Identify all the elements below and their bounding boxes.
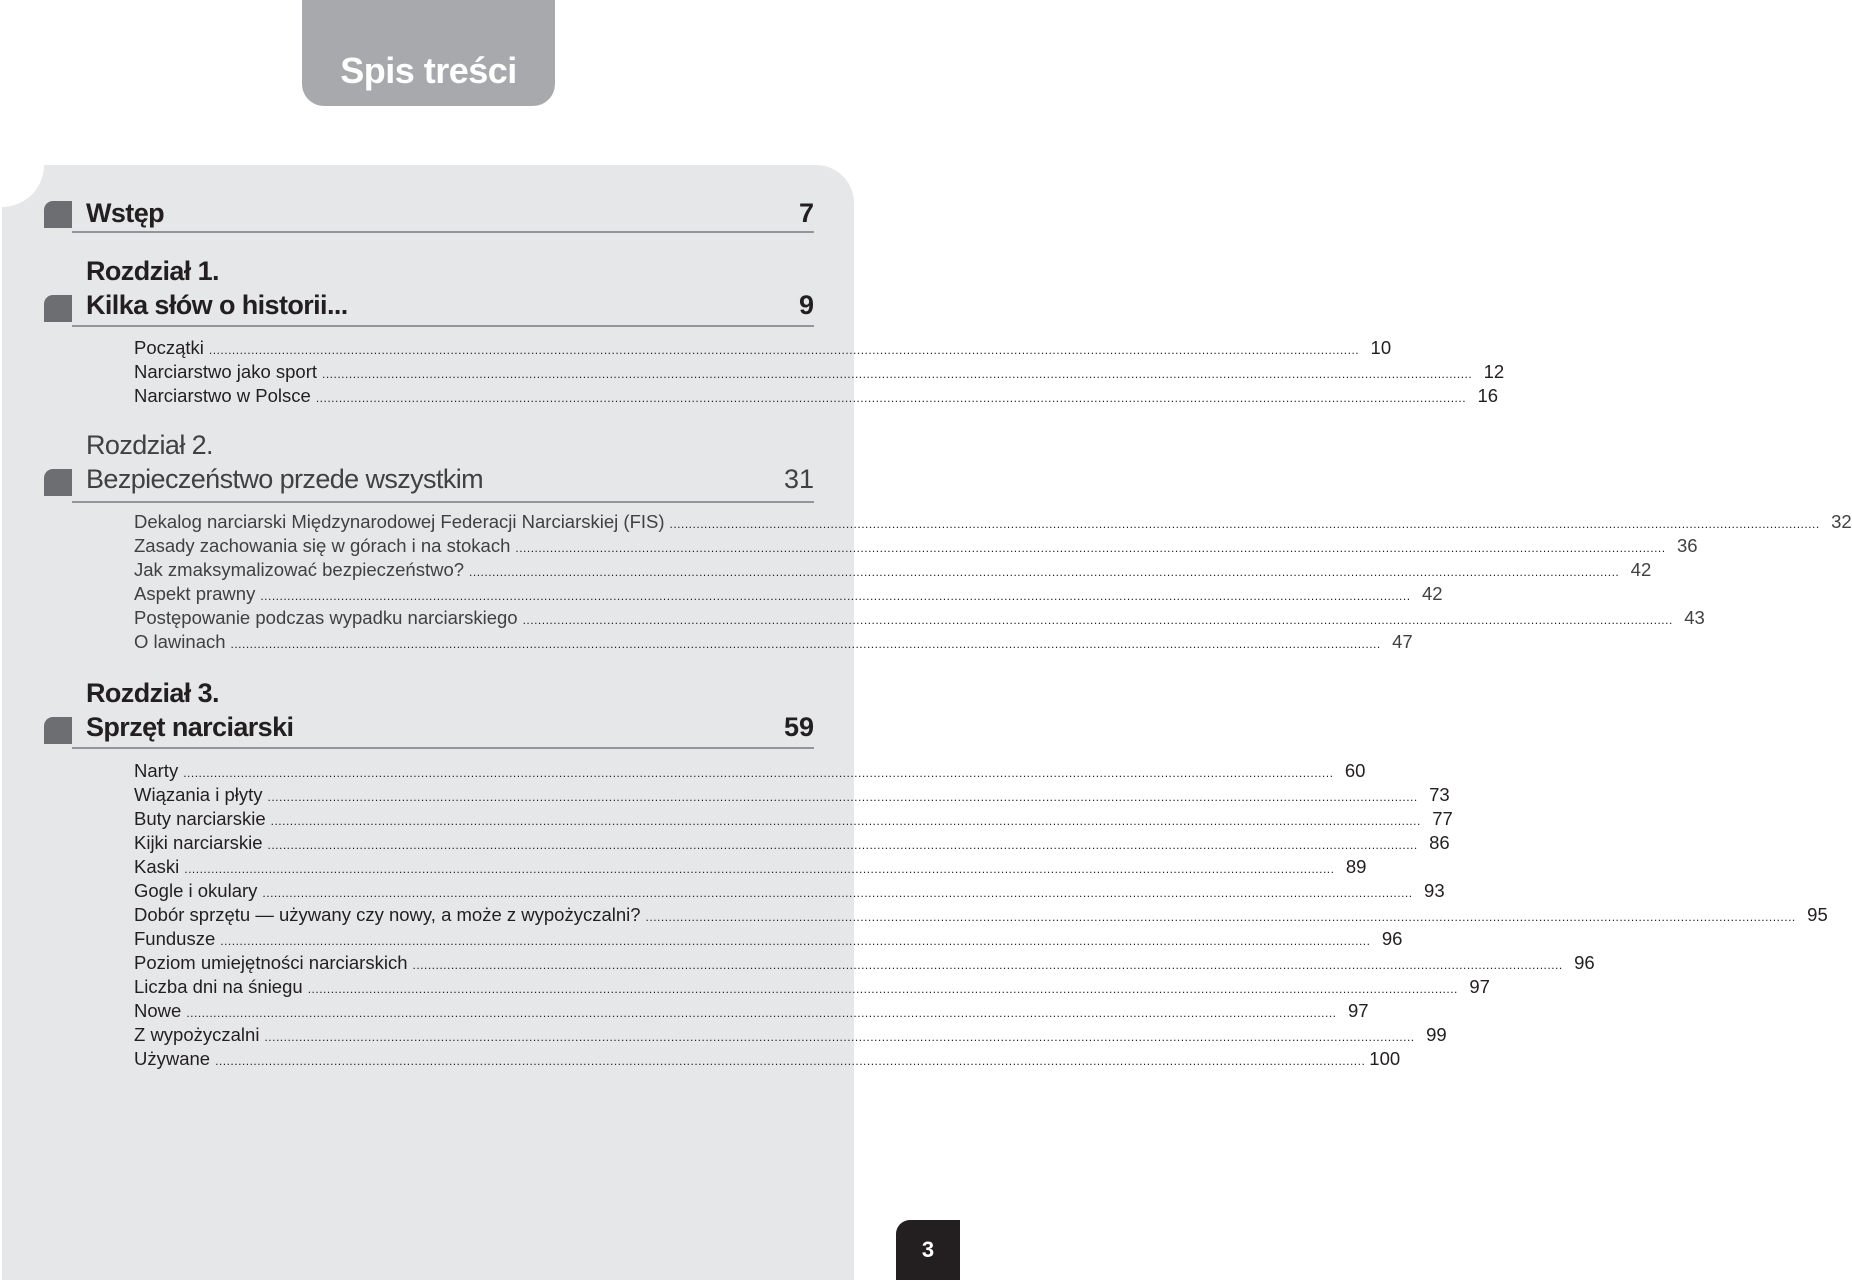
section-marker-icon (44, 201, 72, 228)
dot-leader: ............................................................................................................................................................................................................................................................................................................ (267, 790, 1418, 804)
toc-entry-label: Poziom umiejętności narciarskich (134, 952, 408, 973)
toc-entry-page: 42 (1630, 559, 1652, 580)
toc-entry[interactable] (134, 1047, 1401, 1071)
toc-entry-page: 95 (1807, 904, 1828, 925)
toc-entry[interactable] (134, 879, 1445, 903)
dot-leader: ............................................................................................................................................................................................................................................................................................................ (186, 1006, 1337, 1020)
page-title: Spis treści (340, 50, 517, 91)
dot-leader: ............................................................................................................................................................................................................................................................................................................ (215, 1054, 1366, 1068)
toc-entry-label: Postępowanie podczas wypadku narciarskiego (134, 607, 518, 628)
toc-entry[interactable] (134, 855, 1367, 879)
toc-entry[interactable] (134, 831, 1450, 855)
dot-leader: ............................................................................................................................................................................................................................................................................................................ (522, 613, 1673, 627)
toc-entry-label: Kaski (134, 856, 180, 877)
toc-entry-page: 12 (1483, 361, 1505, 382)
toc-entry-page: 32 (1831, 511, 1852, 532)
toc-entry[interactable] (134, 783, 1450, 807)
toc-entry-page: 43 (1684, 607, 1705, 628)
toc-entry-label: O lawinach (134, 631, 226, 652)
divider (72, 231, 814, 233)
chapter-2-page: 31 (783, 464, 814, 494)
toc-entry-label: Narciarstwo jako sport (134, 361, 318, 382)
dot-leader: ............................................................................................................................................................................................................................................................................................................ (270, 814, 1421, 828)
toc-entry[interactable] (134, 951, 1595, 975)
toc-entry-label: Dekalog narciarski Międzynarodowej Federacji Narciarskiej (FIS) (134, 511, 665, 532)
toc-entry[interactable] (134, 582, 1443, 606)
toc-entry-label: Narciarstwo w Polsce (134, 385, 311, 406)
dot-leader: ............................................................................................................................................................................................................................................................................................................ (267, 838, 1418, 852)
toc-entry-page: 96 (1381, 928, 1403, 949)
toc-entry-label: Gogle i okulary (134, 880, 258, 901)
chapter-1-title[interactable]: Kilka słów o historii... (86, 290, 348, 320)
chapter-3-title[interactable]: Sprzęt narciarski (86, 712, 294, 742)
dot-leader: ............................................................................................................................................................................................................................................................................................................ (315, 391, 1467, 405)
toc-entry[interactable] (134, 759, 1366, 783)
title-tab (302, 0, 555, 106)
toc-entry[interactable] (134, 534, 1698, 558)
toc-entry-label: Z wypożyczalni (134, 1024, 260, 1045)
toc-entry[interactable] (134, 927, 1403, 951)
toc-entry-label: Początki (134, 337, 204, 358)
chapter-2-label: Rozdział 2. (86, 430, 213, 460)
toc-entry[interactable] (134, 558, 1652, 582)
toc-entry[interactable] (134, 1023, 1447, 1047)
toc-entry-label: Dobór sprzętu — używany czy nowy, a może z wypożyczalni? (134, 904, 641, 925)
dot-leader: ............................................................................................................................................................................................................................................................................................................ (412, 958, 1563, 972)
toc-entry-label: Aspekt prawny (134, 583, 256, 604)
toc-entry-page: 47 (1392, 631, 1413, 652)
chapter-3-page: 59 (783, 712, 814, 742)
toc-entry-label: Wiązania i płyty (134, 784, 263, 805)
dot-leader: ............................................................................................................................................................................................................................................................................................................ (264, 1030, 1415, 1044)
page-number-badge (896, 1220, 960, 1280)
toc-entry-label: Zasady zachowania się w górach i na stokach (134, 535, 511, 556)
section-marker-icon (44, 469, 72, 496)
toc-entry[interactable] (134, 630, 1413, 654)
toc-entry-page: 97 (1469, 976, 1490, 997)
divider (72, 501, 814, 503)
divider (72, 325, 814, 327)
dot-leader: ............................................................................................................................................................................................................................................................................................................ (262, 886, 1413, 900)
toc-entry-page: 42 (1421, 583, 1443, 604)
toc-entry[interactable] (134, 807, 1453, 831)
toc-entry-label: Liczba dni na śniegu (134, 976, 303, 997)
toc-entry[interactable] (134, 606, 1705, 630)
chapter-3-label: Rozdział 3. (86, 678, 219, 708)
toc-panel (2, 165, 1852, 1280)
toc-entry-page: 97 (1347, 1000, 1369, 1021)
dot-leader: ............................................................................................................................................................................................................................................................................................................ (183, 766, 1334, 780)
toc-entry-page: 93 (1424, 880, 1445, 901)
section-marker-icon (44, 717, 72, 744)
toc-entry-page: 96 (1574, 952, 1595, 973)
toc-entry[interactable] (134, 999, 1369, 1023)
dot-leader: ............................................................................................................................................................................................................................................................................................................ (220, 934, 1371, 948)
toc-entry-label: Fundusze (134, 928, 216, 949)
toc-entry-label: Nowe (134, 1000, 182, 1021)
toc-entry-label: Buty narciarskie (134, 808, 266, 829)
dot-leader: ............................................................................................................................................................................................................................................................................................................ (669, 517, 1820, 531)
section-marker-icon (44, 295, 72, 322)
toc-entry-page: 86 (1429, 832, 1450, 853)
chapter-1-label: Rozdział 1. (86, 256, 219, 286)
dot-leader: ............................................................................................................................................................................................................................................................................................................ (184, 862, 1335, 876)
dot-leader: ............................................................................................................................................................................................................................................................................................................ (307, 982, 1458, 996)
toc-entry[interactable] (134, 975, 1490, 999)
dot-leader: ............................................................................................................................................................................................................................................................................................................ (208, 343, 1360, 357)
toc-entry-page: 99 (1426, 1024, 1447, 1045)
toc-entry-page: 77 (1432, 808, 1453, 829)
toc-entry-page: 89 (1345, 856, 1367, 877)
dot-leader: ............................................................................................................................................................................................................................................................................................................ (260, 589, 1411, 603)
toc-entry-label: Jak zmaksymalizować bezpieczeństwo? (134, 559, 465, 580)
divider (72, 747, 814, 749)
toc-entry-page: 10 (1370, 337, 1392, 358)
toc-entry[interactable] (134, 384, 1499, 408)
dot-leader: ............................................................................................................................................................................................................................................................................................................ (645, 910, 1796, 924)
toc-entry-label: Używane (134, 1048, 211, 1069)
dot-leader: ............................................................................................................................................................................................................................................................................................................ (515, 541, 1666, 555)
dot-leader: ............................................................................................................................................................................................................................................................................................................ (469, 565, 1620, 579)
intro-page: 7 (798, 198, 814, 228)
toc-entry-page: 100 (1369, 1048, 1401, 1069)
dot-leader: ............................................................................................................................................................................................................................................................................................................ (230, 637, 1381, 651)
toc-entry-page: 16 (1477, 385, 1499, 406)
chapter-2-title[interactable]: Bezpieczeństwo przede wszystkim (86, 464, 484, 494)
toc-entry-page: 73 (1429, 784, 1450, 805)
toc-entry[interactable] (134, 336, 1392, 360)
toc-entry[interactable] (134, 360, 1505, 384)
dot-leader: ............................................................................................................................................................................................................................................................................................................ (322, 367, 1473, 381)
toc-entry[interactable] (134, 510, 1852, 534)
toc-entry[interactable] (134, 903, 1828, 927)
toc-entry-page: 36 (1677, 535, 1698, 556)
toc-entry-label: Narty (134, 760, 179, 781)
toc-entry-page: 60 (1344, 760, 1366, 781)
chapter-1-page: 9 (798, 290, 814, 320)
page-number: 3 (921, 1237, 935, 1262)
toc-entry-label: Kijki narciarskie (134, 832, 263, 853)
intro-title[interactable]: Wstęp (86, 198, 165, 228)
